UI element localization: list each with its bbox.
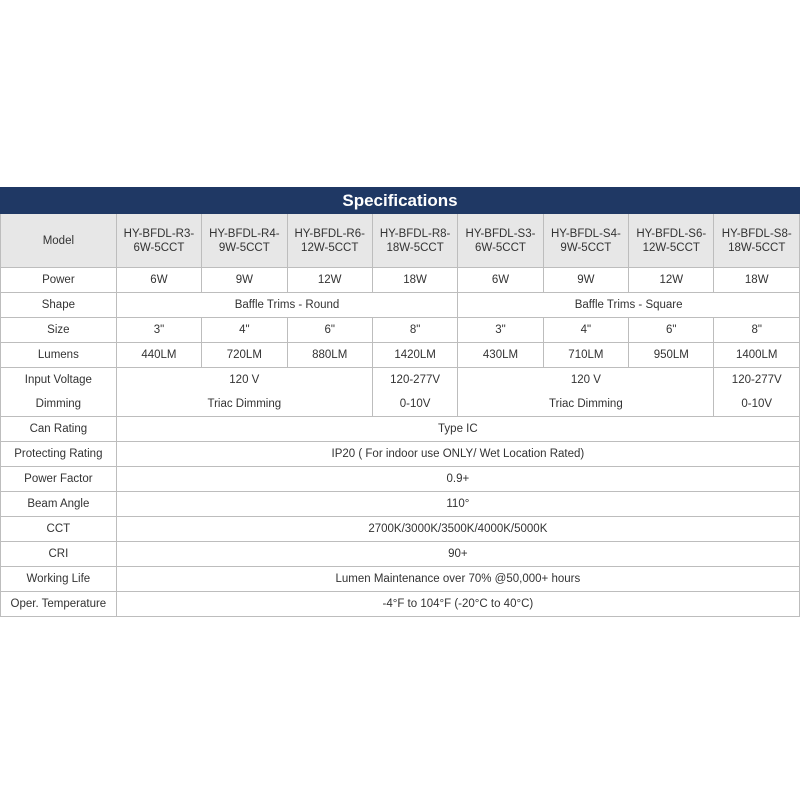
size-cell: 8" bbox=[714, 318, 800, 343]
power-cell: 18W bbox=[372, 268, 457, 293]
model-cell: HY-BFDL-R4-9W-5CCT bbox=[202, 214, 287, 268]
power-factor-label: Power Factor bbox=[1, 467, 117, 492]
input-voltage-round-low: 120 V bbox=[116, 368, 372, 393]
beam-angle-label: Beam Angle bbox=[1, 492, 117, 517]
lumens-label: Lumens bbox=[1, 343, 117, 368]
input-voltage-row bbox=[1, 368, 800, 393]
can-rating-row bbox=[1, 417, 800, 442]
lumens-cell: 880LM bbox=[287, 343, 372, 368]
model-cell: HY-BFDL-S4-9W-5CCT bbox=[543, 214, 628, 268]
specifications-table bbox=[0, 187, 800, 617]
protecting-rating-label: Protecting Rating bbox=[1, 442, 117, 467]
lumens-cell: 720LM bbox=[202, 343, 287, 368]
can-rating-label: Can Rating bbox=[1, 417, 117, 442]
size-cell: 3" bbox=[458, 318, 543, 343]
protecting-rating-row bbox=[1, 442, 800, 467]
dimming-square-high: 0-10V bbox=[714, 392, 800, 417]
size-cell: 4" bbox=[543, 318, 628, 343]
beam-angle-value: 110° bbox=[116, 492, 799, 517]
lumens-cell: 430LM bbox=[458, 343, 543, 368]
lumens-cell: 950LM bbox=[629, 343, 714, 368]
shape-label: Shape bbox=[1, 293, 117, 318]
size-cell: 3" bbox=[116, 318, 201, 343]
input-voltage-square-low: 120 V bbox=[458, 368, 714, 393]
model-cell: HY-BFDL-S6-12W-5CCT bbox=[629, 214, 714, 268]
lumens-cell: 440LM bbox=[116, 343, 201, 368]
model-cell: HY-BFDL-S3-6W-5CCT bbox=[458, 214, 543, 268]
dimming-row bbox=[1, 392, 800, 417]
input-voltage-square-high: 120-277V bbox=[714, 368, 800, 393]
power-cell: 12W bbox=[629, 268, 714, 293]
power-cell: 18W bbox=[714, 268, 800, 293]
size-cell: 6" bbox=[629, 318, 714, 343]
power-cell: 6W bbox=[116, 268, 201, 293]
power-row bbox=[1, 268, 800, 293]
model-cell: HY-BFDL-R3-6W-5CCT bbox=[116, 214, 201, 268]
size-row bbox=[1, 318, 800, 343]
oper-temperature-label: Oper. Temperature bbox=[1, 592, 117, 617]
working-life-label: Working Life bbox=[1, 567, 117, 592]
cct-value: 2700K/3000K/3500K/4000K/5000K bbox=[116, 517, 799, 542]
model-label: Model bbox=[1, 214, 117, 268]
size-cell: 4" bbox=[202, 318, 287, 343]
shape-square-cell: Baffle Trims - Square bbox=[458, 293, 800, 318]
shape-round-cell: Baffle Trims - Round bbox=[116, 293, 458, 318]
power-cell: 9W bbox=[202, 268, 287, 293]
cct-row bbox=[1, 517, 800, 542]
model-cell: HY-BFDL-R8-18W-5CCT bbox=[372, 214, 457, 268]
working-life-row bbox=[1, 567, 800, 592]
dimming-round-low: Triac Dimming bbox=[116, 392, 372, 417]
cri-label: CRI bbox=[1, 542, 117, 567]
power-cell: 12W bbox=[287, 268, 372, 293]
size-label: Size bbox=[1, 318, 117, 343]
beam-angle-row bbox=[1, 492, 800, 517]
size-cell: 8" bbox=[372, 318, 457, 343]
power-factor-row bbox=[1, 467, 800, 492]
input-voltage-label: Input Voltage bbox=[1, 368, 117, 393]
working-life-value: Lumen Maintenance over 70% @50,000+ hours bbox=[116, 567, 799, 592]
model-row bbox=[1, 214, 800, 268]
lumens-row bbox=[1, 343, 800, 368]
protecting-rating-value: IP20 ( For indoor use ONLY/ Wet Location Rated) bbox=[116, 442, 799, 467]
cct-label: CCT bbox=[1, 517, 117, 542]
table-title: Specifications bbox=[1, 188, 800, 214]
oper-temperature-row bbox=[1, 592, 800, 617]
lumens-cell: 710LM bbox=[543, 343, 628, 368]
shape-row bbox=[1, 293, 800, 318]
power-factor-value: 0.9+ bbox=[116, 467, 799, 492]
can-rating-value: Type IC bbox=[116, 417, 799, 442]
oper-temperature-value: -4°F to 104°F (-20°C to 40°C) bbox=[116, 592, 799, 617]
title-row bbox=[1, 188, 800, 214]
size-cell: 6" bbox=[287, 318, 372, 343]
input-voltage-round-high: 120-277V bbox=[372, 368, 457, 393]
power-cell: 9W bbox=[543, 268, 628, 293]
dimming-round-high: 0-10V bbox=[372, 392, 457, 417]
lumens-cell: 1400LM bbox=[714, 343, 800, 368]
power-label: Power bbox=[1, 268, 117, 293]
dimming-label: Dimming bbox=[1, 392, 117, 417]
model-cell: HY-BFDL-S8-18W-5CCT bbox=[714, 214, 800, 268]
cri-row bbox=[1, 542, 800, 567]
lumens-cell: 1420LM bbox=[372, 343, 457, 368]
cri-value: 90+ bbox=[116, 542, 799, 567]
power-cell: 6W bbox=[458, 268, 543, 293]
model-cell: HY-BFDL-R6-12W-5CCT bbox=[287, 214, 372, 268]
dimming-square-low: Triac Dimming bbox=[458, 392, 714, 417]
